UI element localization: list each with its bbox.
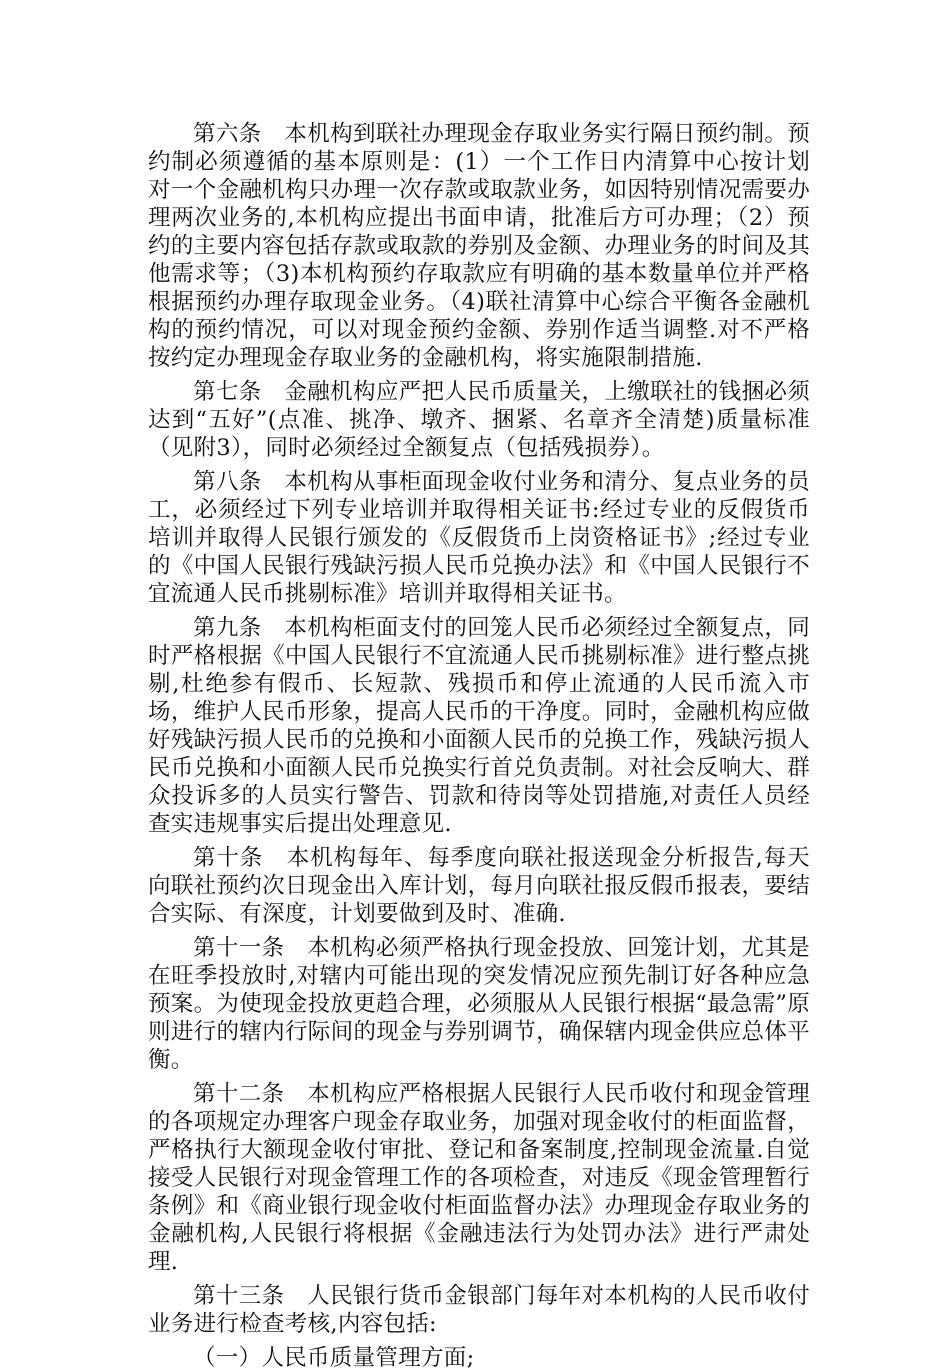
document-body [148, 120, 810, 1372]
paragraph-article-6: 第六条 本机构到联社办理现金存取业务实行隔日预约制。预约制必须遵循的基本原则是：(1）一个工作日内清算中心按计划对一个金融机构只办理一次存款或取款业务，如因特别情况需要办理两次业务的,本机构应提出书面申请，批准后方可办理；（2）预约的主要内容包括存款或取款的券别及金额、办理业务的时间及其他需求等；（3)本机构预约存取款应有明确的基本数量单位并严格根据预约办理存取现金业务。（4)联社清算中心综合平衡各金融机构的预约情况，可以对现金预约金额、券别作适当调整.对不严格按约定办理现金存取业务的金融机构，将实施限制措施. [148, 121, 810, 371]
paragraph-article-11: 第十一条 本机构必须严格执行现金投放、回笼计划，尤其是在旺季投放时,对辖内可能出现的突发情况应预先制订好各种应急预案。为使现金投放更趋合理，必须服从人民银行根据“最急需”原则进行的辖内行际间的现金与券别调节，确保辖内现金供应总体平衡。 [148, 935, 811, 1073]
paragraph-article-13: 第十三条 人民银行货币金银部门每年对本机构的人民币收付业务进行检查考核,内容包括: [148, 1283, 810, 1337]
paragraph-article-9: 第九条 本机构柜面支付的回笼人民币必须经过全额复点，同时严格根据《中国人民银行不宜流通人民币挑剔标准》进行整点挑剔,杜绝参有假币、长短款、残损币和停止流通的人民币流入市场，维护人民币形象，提高人民币的干净度。同时，金融机构应做好残缺污损人民币的兑换和小面额人民币的兑换工作，残缺污损人民币兑换和小面额人民币兑换实行首兑负责制。对社会反响大、群众投诉多的人员实行警告、罚款和待岗等处罚措施,对责任人员经查实违规事实后提出处理意见. [148, 615, 810, 837]
paragraph-article-8: 第八条 本机构从事柜面现金收付业务和清分、复点业务的员工，必须经过下列专业培训并取得相关证书:经过专业的反假货币培训并取得人民银行颁发的《反假货币上岗资格证书》;经过专业的《中国人民银行残缺污损人民币兑换办法》和《中国人民银行不宜流通人民币挑剔标准》培训并取得相关证书。 [148, 469, 810, 607]
paragraph-article-7: 第七条 金融机构应严把人民币质量关，上缴联社的钱捆必须达到“五好”(点准、挑净、墩齐、捆紧、名章齐全清楚)质量标准（见附3），同时必须经过全额复点（包括残损券）。 [148, 379, 810, 461]
paragraph-item-1: （一）人民币质量管理方面; [193, 1345, 475, 1371]
paragraph-article-12: 第十二条 本机构应严格根据人民银行人民币收付和现金管理的各项规定办理客户现金存取业务，加强对现金收付的柜面监督，严格执行大额现金收付审批、登记和备案制度,控制现金流量.自觉接受人民银行对现金管理工作的各项检查，对违反《现金管理暂行条例》和《商业银行现金收付柜面监督办法》办理现金存取业务的金融机构,人民银行将根据《金融违法行为处罚办法》进行严肃处理. [148, 1081, 810, 1275]
paragraph-article-10: 第十条 本机构每年、每季度向联社报送现金分析报告,每天向联社预约次日现金出入库计划，每月向联社报反假币报表，要结合实际、有深度，计划要做到及时、准确. [148, 845, 810, 927]
